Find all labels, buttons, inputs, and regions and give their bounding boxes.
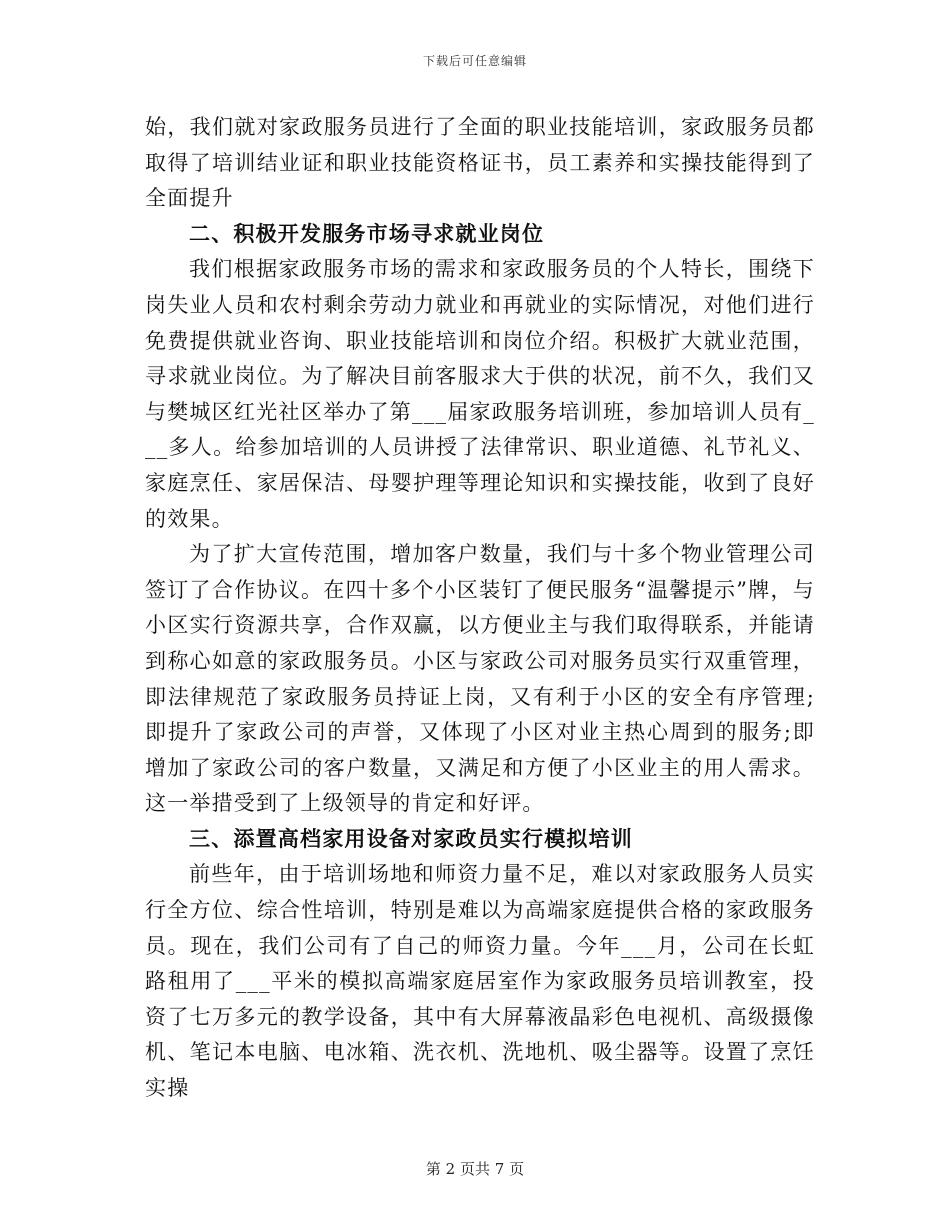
section-heading-3: 三、添置高档家用设备对家政员实行模拟培训: [189, 826, 633, 851]
paragraph-training: 前些年，由于培训场地和师资力量不足，难以对家政服务人员实行全方位、综合性培训，特别是难以为高端家庭提供合格的家政服务员。现在，我们公司有了自己的师资力量。今年___月，公司在长虹路租用了___平米的模拟高端家庭居室作为家政服务员培训教室，投资了七万多元的教学设备，其中有大屏幕液晶彩色电视机、高级摄像机、笔记本电脑、电冰箱、洗衣机、洗地机、吸尘器等。设置了烹饪实操: [145, 862, 815, 1101]
section-heading-2: 二、积极开发服务市场寻求就业岗位: [189, 221, 545, 246]
page-number: 第 2 页共 7 页: [425, 1160, 525, 1178]
paragraph-publicity: 为了扩大宣传范围，增加客户数量，我们与十多个物业管理公司签订了合作协议。在四十多个小区装钉了便民服务“温馨提示”牌，与小区实行资源共享，合作双赢，以方便业主与我们取得联系，并能请到称心如意的家政服务员。小区与家政公司对服务员实行双重管理，即法律规范了家政服务员持证上岗，又有利于小区的安全有序管理;即提升了家政公司的声誉，又体现了小区对业主热心周到的服务;即增加了家政公司的客户数量，又满足和方便了小区业主的用人需求。这一举措受到了上级领导的肯定和好评。: [145, 542, 815, 816]
paragraph-continuation: 始，我们就对家政服务员进行了全面的职业技能培训，家政服务员都取得了培训结业证和职业技能资格证书，员工素养和实操技能得到了全面提升: [145, 115, 815, 211]
page-header: 下载后可任意编辑: [422, 54, 527, 68]
document-body: [145, 110, 815, 1107]
paragraph-employment: 我们根据家政服务市场的需求和家政服务员的个人特长，围绕下岗失业人员和农村剩余劳动力就业和再就业的实际情况，对他们进行免费提供就业咨询、职业技能培训和岗位介绍。积极扩大就业范围，寻求就业岗位。为了解决目前客服求大于供的状况，前不久，我们又与樊城区红光社区举办了第___届家政服务培训班，参加培训人员有___多人。给参加培训的人员讲授了法律常识、职业道德、礼节礼义、家庭烹任、家居保洁、母婴护理等理论知识和实操技能，收到了良好的效果。: [145, 257, 815, 531]
